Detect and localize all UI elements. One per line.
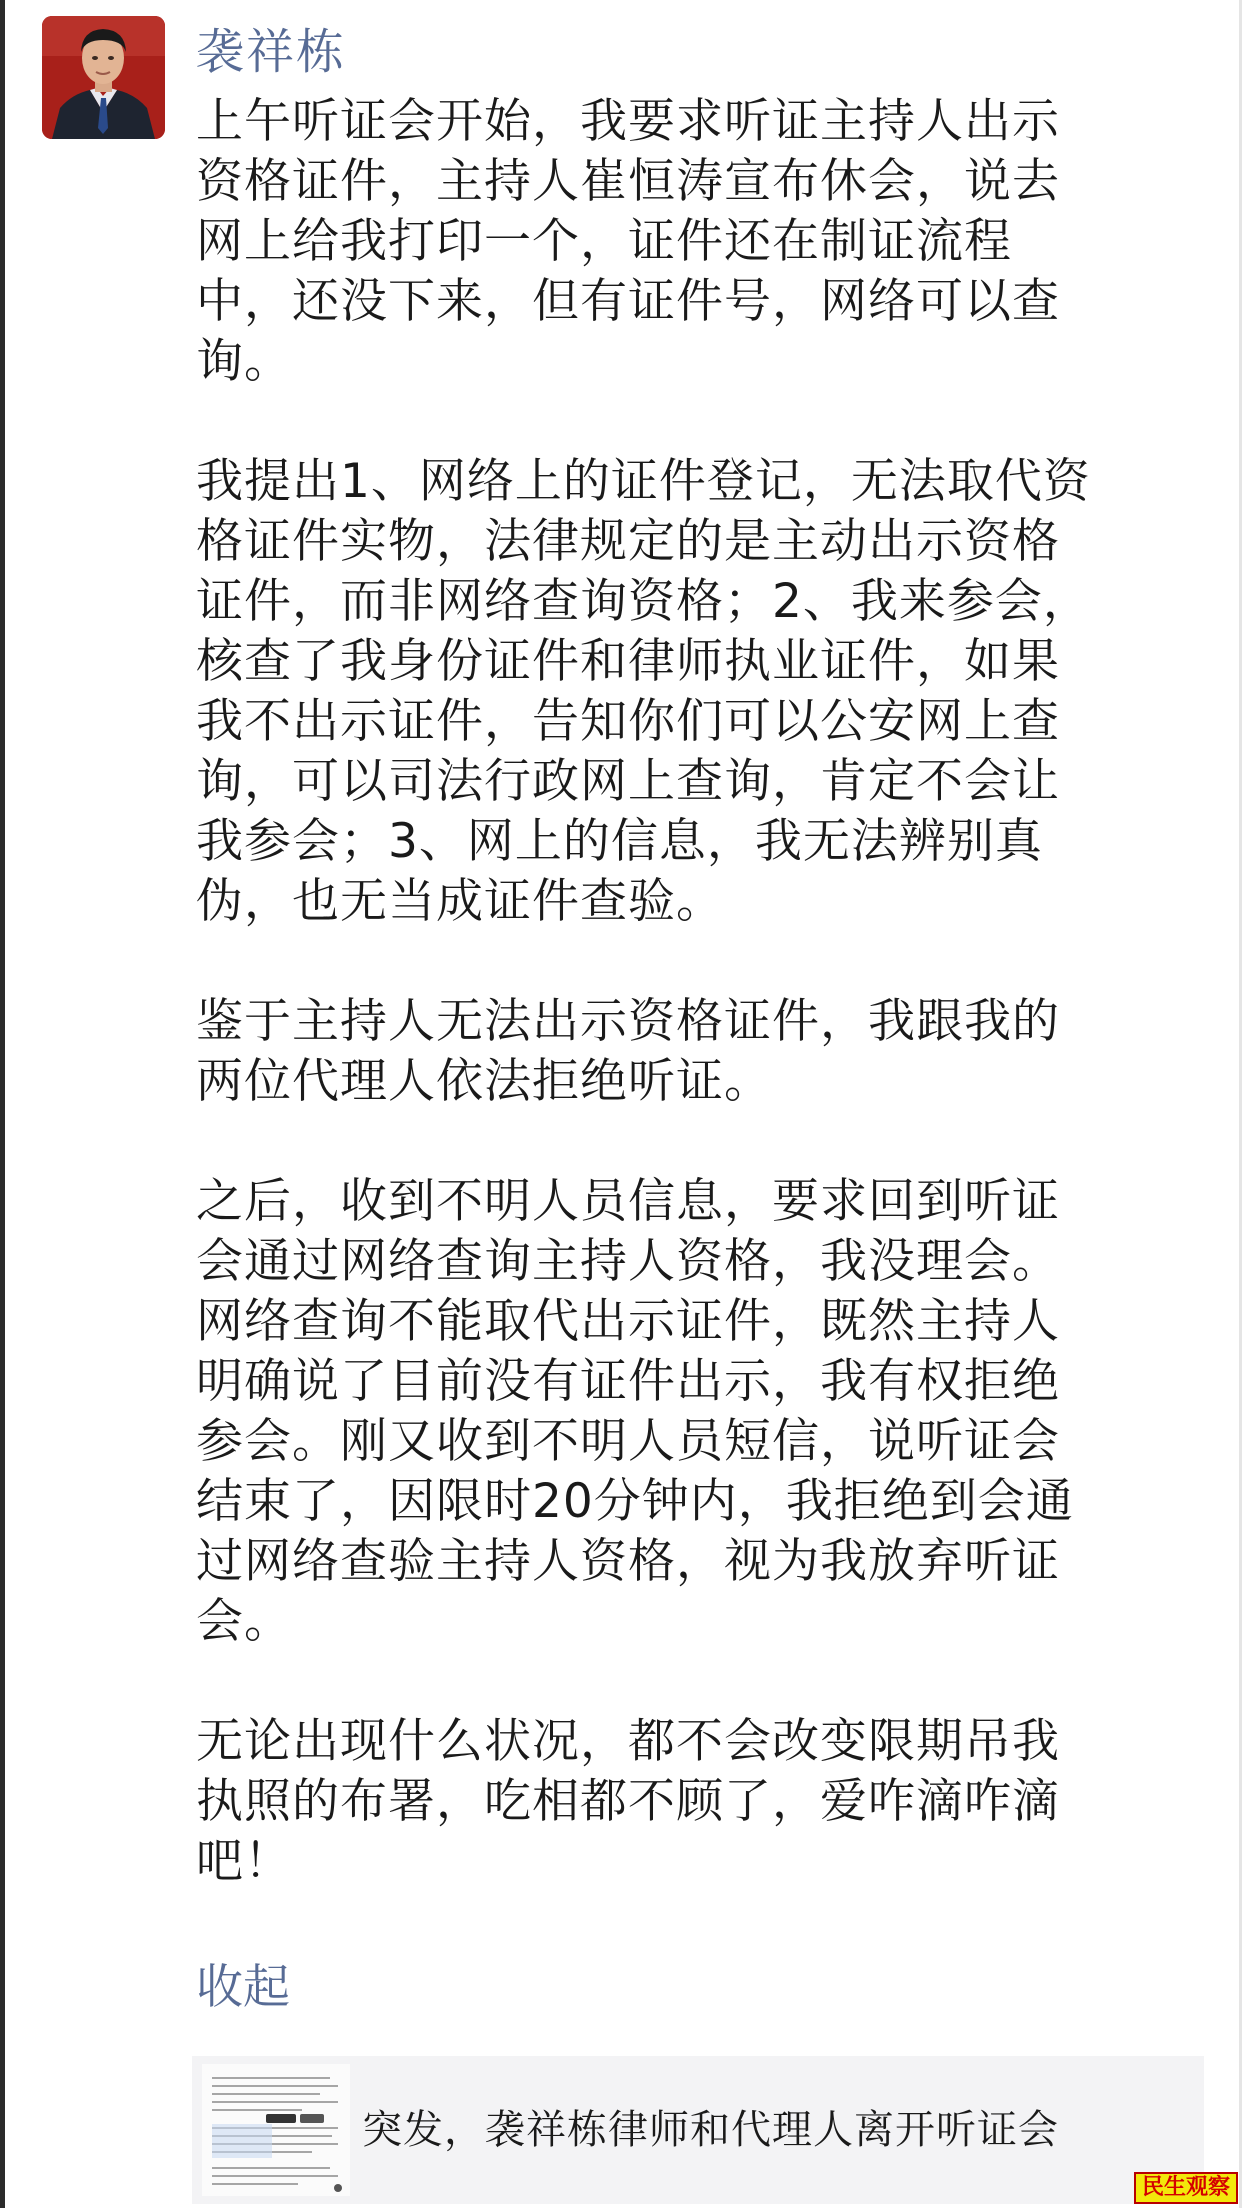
collapse-link[interactable]: 收起 — [196, 1960, 290, 2015]
post-paragraph-2: 我提出1、网络上的证件登记，无法取代资 格证件实物，法律规定的是主动出示资格 证件，而非网络查询资格；2、我来参会， 核查了我身份证件和律师执业证件，如果 我不出示证件，告知你们可以公安网上查 询，可以司法行政网上查询，肯定不会让 我参会；3、网上的信息，我无法辨别真 伪，也无当成证件查验。 — [196, 454, 1091, 929]
post-body — [196, 92, 1196, 1892]
post-paragraph-3: 鉴于主持人无法出示资格证件，我跟我的 两位代理人依法拒绝听证。 — [196, 994, 1060, 1109]
left-screen-edge — [0, 0, 5, 2208]
shared-article-title[interactable]: 突发，袭祥栋律师和代理人离开听证会 — [362, 2107, 1059, 2153]
avatar-portrait-icon — [42, 16, 165, 139]
article-thumbnail — [202, 2064, 350, 2196]
shared-article-card[interactable] — [192, 2056, 1204, 2204]
post-author-name[interactable]: 袭祥栋 — [196, 24, 347, 80]
document-thumbnail-icon — [202, 2064, 350, 2196]
post-paragraph-5: 无论出现什么状况，都不会改变限期吊我 执照的布署，吃相都不顾了，爱咋滴咋滴 吧！ — [196, 1714, 1060, 1889]
post-paragraph-1: 上午听证会开始，我要求听证主持人出示 资格证件，主持人崔恒涛宣布休会，说去 网上给我打印一个，证件还在制证流程 中，还没下来，但有证件号，网络可以查 询。 — [196, 94, 1060, 389]
post-paragraph-4: 之后，收到不明人员信息，要求回到听证 会通过网络查询主持人资格，我没理会。 网络查询不能取代出示证件，既然主持人 明确说了目前没有证件出示，我有权拒绝 参会。刚又收到不明人员短信，说听证会 结束了，因限时20分钟内，我拒绝到会通 过网络查验主持人资格，视为我放弃听证 会。 — [196, 1174, 1074, 1649]
avatar[interactable] — [42, 16, 165, 139]
watermark-logo: 民生观察 — [1134, 2172, 1238, 2204]
